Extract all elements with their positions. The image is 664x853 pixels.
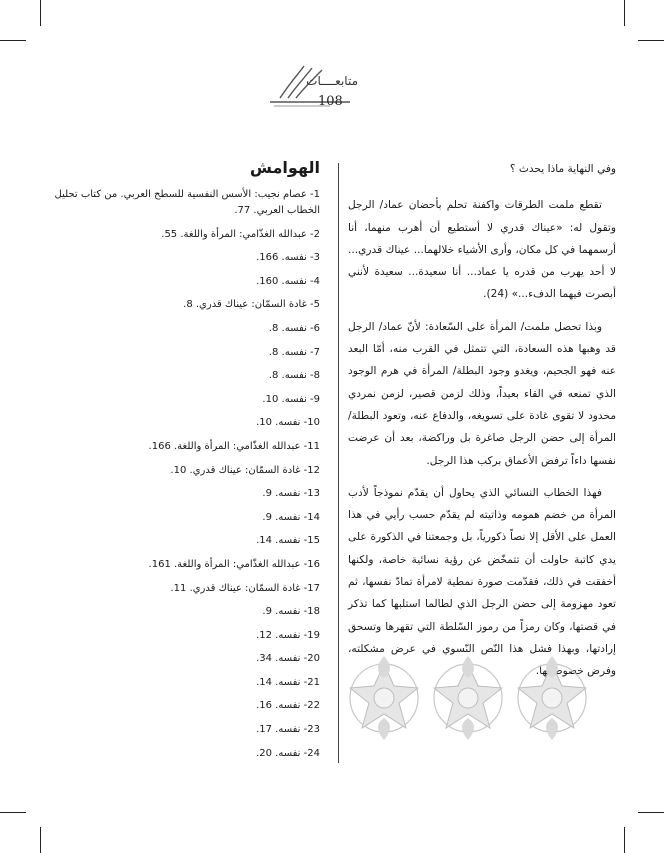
note-item: 3- نفسه. 166. (256, 252, 320, 264)
notes-column (44, 158, 320, 768)
crop-mark (0, 40, 26, 41)
note-item: 4- نفسه. 160. (256, 275, 320, 287)
body-paragraph: تقطع ملمت الطرقات واكفنة تحلم بأحضان عماد/ الرجل وتقول له: «عيناك قدري لا أستطيع أن أهرب منهما، أنا أرسمهما في كل مكان، وأرى الأشياء خلالهما... عيناك قدري... لا أحد يهرب من قدره يا عماد... أنا سعيدة... سعيدة لأنني أبصرت فيهما الدفء...» (24). (348, 199, 616, 301)
note-item: 19- نفسه. 12. (256, 629, 320, 641)
note-item: 11- عبدالله الغذّامي: المرأة واللغة. 166. (148, 440, 320, 452)
note-item: 13- نفسه. 9. (262, 488, 320, 500)
page-header (270, 62, 420, 112)
page-number: 108 (318, 94, 343, 109)
note-item: 14- نفسه. 9. (262, 511, 320, 523)
crop-mark (638, 812, 664, 813)
decorative-ornament (344, 648, 592, 748)
crop-mark (638, 40, 664, 41)
body-paragraph: فهذا الخطاب النسائي الذي يحاول أن يقدّم نموذجاً لأدب المرأة من خضم همومه وذاتيته لم يقدّم حسب رأيي في هذا العمل على الأقل إلا نصاً ذكورياً، بل وجمعتنا في الذكورة على يدي كاتبة حاولت أن تتمخّض عن رؤية نسائية خاصة، ولكنها أخفقت في ذلك، فقدّمت صورة نمطية لامرأة تمادّ نفسها، ثم تعود مهزومة إلى حضن الرجل الذي لطالما استلبها كما تذكر في قصتها، وكان رمزاً من رموز السّلطة التي تقهرها وتسحق إرادتها، وبهذا فشل هذا النّص النّسوي في عرض مشكلته، وفرض خصوصيتها. (348, 486, 616, 678)
crop-mark (40, 827, 41, 853)
section-label: متابعــــات (306, 74, 358, 88)
crop-mark (624, 0, 625, 26)
note-item: 12- غادة السمّان: عيناك قدري. 10. (170, 464, 320, 476)
column-divider (338, 163, 339, 763)
note-item: 24- نفسه. 20. (256, 747, 320, 759)
note-item: 16- عبدالله الغذّامي: المرأة واللغة. 161. (148, 558, 320, 570)
note-item: 20- نفسه. 34. (256, 653, 320, 665)
notes-title: الهوامش (249, 158, 320, 177)
note-item: 5- غادة السمّان: عيناك قدري. 8. (183, 299, 320, 311)
note-item: 21- نفسه. 14. (256, 676, 320, 688)
note-item: 2- عبدالله الغذّامي: المرأة واللغة. 55. (161, 228, 320, 240)
note-item: 15- نفسه. 14. (256, 535, 320, 547)
note-item: 22- نفسه. 16. (256, 700, 320, 712)
note-item: 7- نفسه. 8. (268, 346, 320, 358)
crop-mark (40, 0, 41, 26)
main-text-column (348, 158, 616, 693)
crop-mark (0, 812, 26, 813)
notes-list (44, 187, 320, 762)
note-item: 18- نفسه. 9. (262, 606, 320, 618)
note-item: 6- نفسه. 8. (268, 322, 320, 334)
note-item: 23- نفسه. 17. (256, 724, 320, 736)
note-item: 9- نفسه. 10. (262, 393, 320, 405)
note-item: 8- نفسه. 8. (268, 370, 320, 382)
note-item: 10- نفسه. 10. (256, 417, 320, 429)
crop-mark (624, 827, 625, 853)
note-item: 1- عصام نجيب: الأسس النفسية للسطح العربي. من كتاب تحليل الخطاب العربي. 77. (54, 189, 320, 216)
note-item: 17- غادة السمّان: عيناك قدري. 11. (170, 582, 320, 594)
body-paragraph: وبذا تحصل ملمت/ المرأة على السّعادة: لأنّ عماد/ الرجل قد وهبها هذه السعادة، التي تتمثل في القرب منه، أمّا البعد عنه فهو الجحيم، ويغدو وجود البطلة/ المرأة في هرم الوجود الذي تمنعه في القاء بعيداً، وذلك لزمن قصير، لزمن نمردي محدود لا تقوى غادة على تسويغه، والدفاع عنه، وتعود البطلة/ المرأة إلى حضن الرجل صاغرة بل وراكضة، بعد أن عرضت نفسها داءاً ترفض الأعماق بركب هذا الرجل. (348, 320, 616, 467)
body-paragraph: وفي النهاية ماذا يحدث ؟ (509, 163, 616, 175)
